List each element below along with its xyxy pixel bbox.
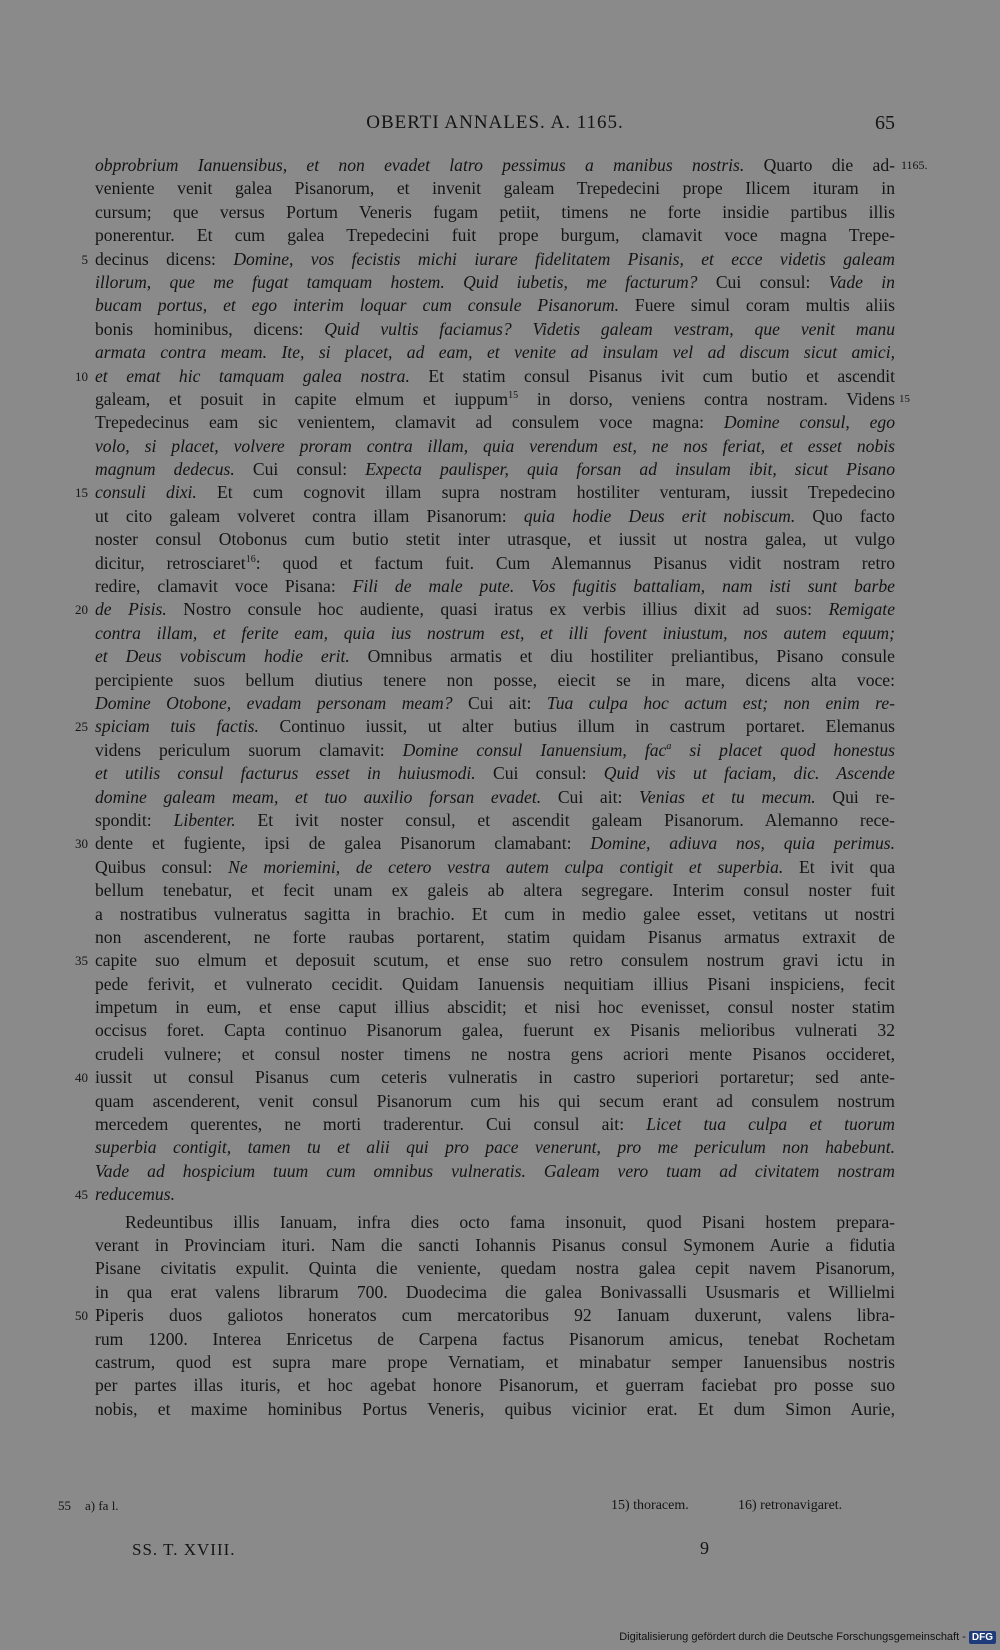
text-line: galeam, et posuit in capite elmum et iuppum$^{15}$ in dorso, veniens contra nostram. Videns 15 [95,388,895,411]
line-number: 45 [75,1187,88,1203]
footnote-16: 16) retronavigaret. [738,1498,843,1513]
text-line: impetum in eum, et ense caput illius abscidit; et nisi hoc evenisset, consul noster statim [95,997,895,1018]
line-number: 5 [81,251,88,267]
text-line: 10 et emat hic tamquam galea nostra. Et statim consul Pisanus ivit cum butio et ascendit [95,365,895,388]
text-line: obprobrium Ianuensibus, et non evadet latro pessimus a manibus nostris. Quarto die ad- 1165. [95,154,895,177]
text-line: illorum, que me fugat tamquam hostem. Quid iubetis, me facturum? Cui consul: Vade in [95,271,895,292]
text-line: ut cito galeam volveret contra illam Pisanorum: quia hodie Deus erit nobiscum. Quo facto [95,505,895,526]
sheet-number: 9 [700,1538,709,1558]
text-line: 35 capite suo elmum et deposuit scutum, et ense suo retro consulem nostrum gravi ictu in [95,949,895,972]
text-line: rum 1200. Interea Enricetus de Carpena factus Pisanorum amicus, tenebat Rochetam [95,1328,895,1349]
text-line: 45 reducemus. [95,1183,895,1206]
text-line: 5 decinus dicens: Domine, vos fecistis michi iurare fidelitatem Pisanis, et ecce videtis galeam [95,248,895,271]
text-line: Quibus consul: Ne moriemini, de cetero vestra autem culpa contigit et superbia. Et ivit qua [95,856,896,877]
text-line: spondit: Libenter. Et ivit noster consul, et ascendit galeam Pisanorum. Alemanno rece- [95,809,895,830]
dfg-logo-icon: DFG [969,1631,996,1644]
text-line: veniente venit galea Pisanorum, et invenit galeam Trepedecini prope Ilicem ituram in [95,178,895,199]
line-number: 40 [75,1070,88,1086]
line-number: 15 [75,485,88,501]
text-line: pede ferivit, et vulnerato cecidit. Quidam Ianuensis nequitiam illius Pisani inspiciens, fecit [95,973,895,994]
running-title: OBERTI ANNALES. A. 1165. [366,112,624,133]
text-line: armata contra meam. Ite, si placet, ad eam, et venite ad insulam vel ad discum sicut amici, [95,342,895,363]
digitization-credit [619,1628,996,1646]
footnote-15: 15) thoracem. [611,1498,689,1513]
margin-year: 1165. [901,158,928,172]
text-line: contra illam, et ferite eam, quia ius nostrum est, et illi fovent iniustum, nos autem equum; [95,622,895,643]
text-line: castrum, quod est supra mare prope Vernatiam, et minabatur semper Ianuensibus nostris [95,1351,895,1372]
text-line: 20 de Pisis. Nostro consule hoc audiente, quasi iratus ex verbis illius dixit ad suos: Remigate [95,598,895,621]
page-number: 65 [875,112,895,134]
text-line: Pisane civitatis expulit. Quinta die veniente, quedam nostra galea cepit navem Pisanorum, [95,1258,895,1279]
line-number: 35 [75,953,88,969]
text-line: 40 iussit ut consul Pisanus cum ceteris vulneratis in castro superiori portaretur; sed ante- [95,1066,895,1089]
text-line: redire, clamavit voce Pisana: Fili de male pute. Vos fugitis battaliam, nam isti sunt barbe [95,576,895,597]
signature-mark: SS. T. XVIII. [132,1540,236,1559]
text-line: magnum dedecus. Cui consul: Expecta paulisper, quia forsan ad insulam ibit, sicut Pisano [95,459,895,480]
footnote-a: a) fa l. [85,1498,119,1513]
text-line: et Deus vobiscum hodie erit. Omnibus armatis et diu hostiliter preliantibus, Pisano consule [95,646,895,667]
line-number: 20 [75,602,88,618]
text-line: volo, si placet, volvere proram contra illam, quia verendum est, ne nos feriat, et esset nobis [95,435,895,456]
line-number: 55 [58,1498,71,1513]
text-line: quam ascenderent, venit consul Pisanorum cum his qui secum erant ad consulem nostrum [95,1090,895,1111]
text-line: crudeli vulnere; et consul noster timens ne nostra gens acriori mente Pisanos occideret, [95,1043,895,1064]
text-line: dicitur, retrosciaret$^{16}$: quod et factum fuit. Cum Alemannus Pisanus vidit nostram retro [95,552,896,573]
margin-number: 15 [899,392,910,405]
footnotes [58,1498,898,1518]
text-line: in qua erat valens librarum 700. Duodecima die galea Bonivassalli Ususmaris et Willielmi [95,1281,895,1302]
text-line: 50 Piperis duos galiotos honeratos cum mercatoribus 92 Ianuam duxerunt, valens libra- [95,1304,895,1327]
page-header [95,112,895,142]
text-line: nobis, et maxime hominibus Portus Veneris, quibus vicinior erat. Et dum Simon Aurie, [95,1398,895,1419]
text-line: et utilis consul facturus esset in huiusmodi. Cui consul: Quid vis ut faciam, dic. Ascende [95,763,895,784]
text-line: mercedem querentes, ne morti traderentur. Cui consul ait: Licet tua culpa et tuorum [95,1114,895,1135]
main-text [75,154,928,1421]
line-number: 10 [75,368,88,384]
text-line: videns periculum suorum clamavit: Domine consul Ianuensium, fac$^a$ si placet quod honestus [95,739,895,760]
text-line: noster consul Otobonus cum butio stetit inter utrasque, et iussit ut nostra galea, ut vulgo [95,529,895,550]
text-line: 15 consuli dixi. Et cum cognovit illam supra nostram hostiliter venturam, iussit Trepedecino [95,481,895,504]
text-line: Trepedecinus eam sic venientem, clamavit ad consulem voce magna: Domine consul, ego [95,412,895,433]
text-line: occisus foret. Capta continuo Pisanorum galea, fuerunt ex Pisanis melioribus vulnerati 32 [95,1020,895,1041]
text-line: bucam portus, et ego interim loquar cum consule Pisanorum. Fuere simul coram multis aliis [95,295,895,316]
text-line: ponerentur. Et cum galea Trepedecini fuit prope burgum, clamavit voce magna Trepe- [95,225,895,246]
text-line: Domine Otobone, evadam personam meam? Cui ait: Tua culpa hoc actum est; non enim re- [95,692,895,713]
text-line: verant in Provinciam ituri. Nam die sancti Iohannis Pisanus consul Symonem Aurie a fidutia [95,1234,895,1255]
line-number: 50 [75,1308,88,1324]
text-line: 25 spiciam tuis factis. Continuo iussit, ut alter butius illum in castrum portaret. Elemanus [95,715,895,738]
digitization-text: Digitalisierung gefördert durch die Deutsche Forschungsgemeinschaft - [619,1631,966,1643]
text-line: a nostratibus vulneratus sagitta in brachio. Et cum in medio galee esset, vetitans ut nostri [95,903,895,924]
text-line: Redeuntibus illis Ianuam, infra dies octo fama insonuit, quod Pisani hostem prepara- [125,1211,895,1232]
text-line: cursum; que versus Portum Veneris fugam petiit, timens ne forte insidie partibus illis [95,201,895,222]
line-number: 30 [75,836,88,852]
text-line: bellum tenebatur, et fecit unam ex galeis ab altera segregare. Interim consul noster fuit [95,880,895,901]
line-number: 25 [75,719,88,735]
text-line: non ascenderent, ne forte raubas portarent, statim quidam Pisanus armatus extraxit de [95,926,895,947]
text-line: percipiente suos bellum diutius tenere non posse, eiecit se in mare, dicens alta voce: [95,669,895,690]
text-line: bonis hominibus, dicens: Quid vultis faciamus? Videtis galeam vestram, que venit manu [95,318,895,339]
text-line: superbia contigit, tamen tu et alii qui pro pace venerunt, pro me periculum non habebunt. [95,1137,895,1158]
text-line: Vade ad hospicium tuum cum omnibus vulneratis. Galeam vero tuam ad civitatem nostram [95,1160,895,1181]
text-line: per partes illas ituris, et hoc agebat honore Pisanorum, et guerram faciebat pro posse suo [95,1375,895,1396]
text-line: 30 dente et fugiente, ipsi de galea Pisanorum clamabant: Domine, adiuva nos, quia perimus. [95,832,895,855]
text-line: domine galeam meam, et tuo auxilio forsan evadet. Cui ait: Venias et tu mecum. Qui re- [95,786,895,807]
